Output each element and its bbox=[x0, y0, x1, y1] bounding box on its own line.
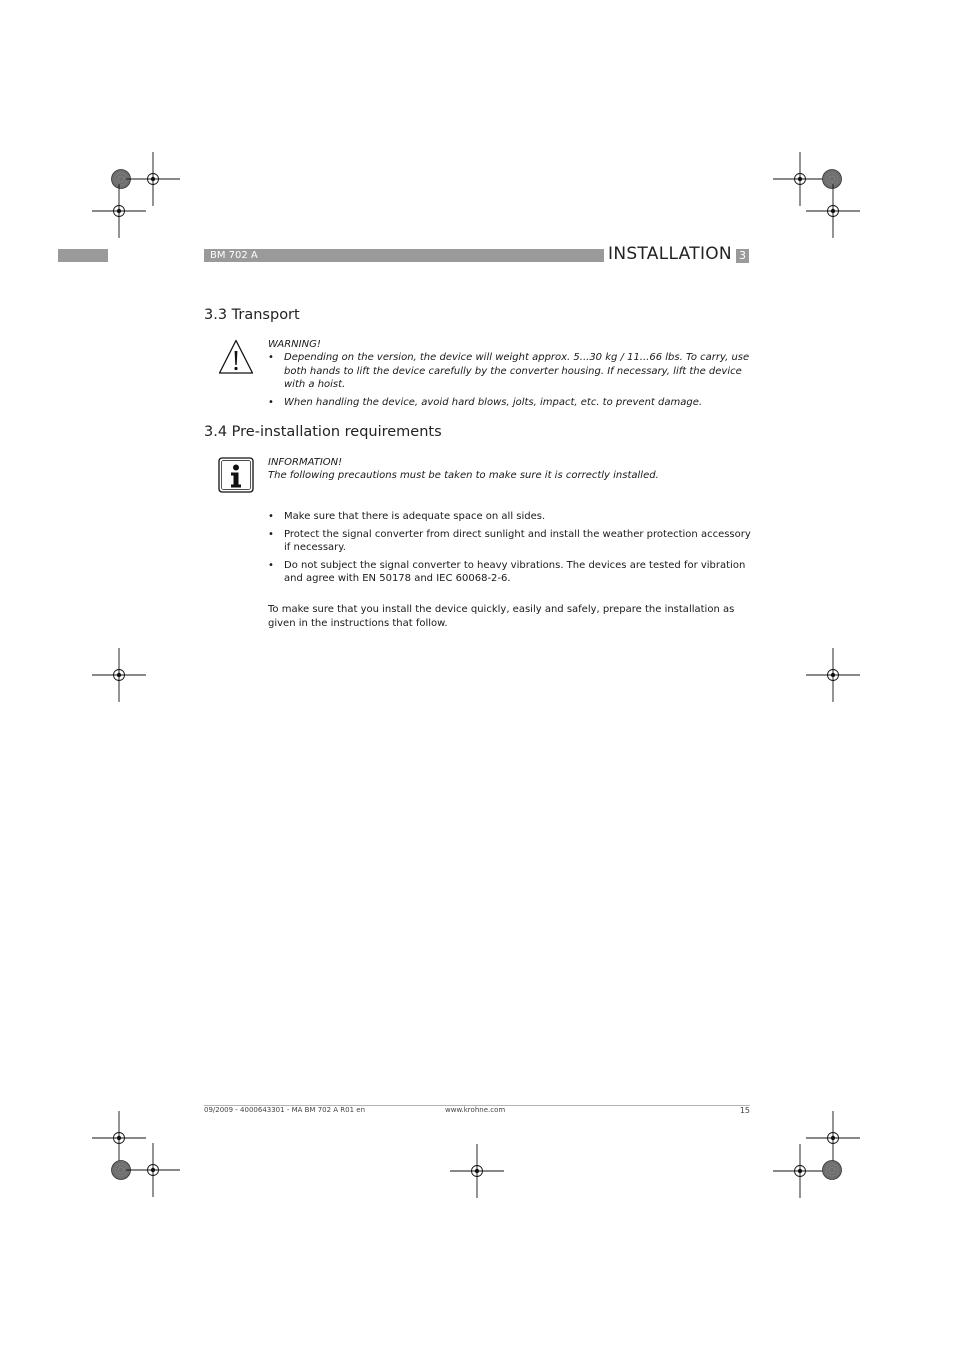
closing-paragraph: To make sure that you install the device quickly, easily and safely, prepare the installation as given in the instructions that follow. bbox=[268, 604, 735, 629]
requirement-item: • Do not subject the signal converter to heavy vibrations. The devices are tested for vibration and agree with EN 50178 and IEC 60068-2-6. bbox=[268, 559, 752, 586]
header-left-bar bbox=[58, 249, 108, 262]
footer-page-number: 15 bbox=[739, 1106, 750, 1115]
warning-item: • Depending on the version, the device will weight approx. 5...30 kg / 11...66 lbs. To carry, use both hands to lift the device carefully by the converter housing. If necessary, lift the device with a hoist. bbox=[268, 351, 752, 392]
registration-cross-mark bbox=[773, 1144, 827, 1198]
chapter-number-badge: 3 bbox=[736, 249, 749, 263]
warning-title: WARNING! bbox=[268, 339, 321, 350]
information-text: The following precautions must be taken to make sure it is correctly installed. bbox=[268, 470, 659, 481]
requirement-item: • Make sure that there is adequate space on all sides. bbox=[268, 510, 752, 524]
registration-cross-mark bbox=[126, 152, 180, 206]
footer-website-link[interactable]: www.krohne.com bbox=[445, 1106, 506, 1114]
registration-cross-mark bbox=[92, 1111, 146, 1165]
registration-cross-mark bbox=[92, 648, 146, 702]
registration-cross-mark bbox=[806, 1111, 860, 1165]
color-calibration-mark bbox=[823, 1161, 842, 1180]
registration-cross-mark bbox=[806, 184, 860, 238]
header-product-name: BM 702 A bbox=[210, 250, 258, 261]
registration-cross-mark bbox=[92, 184, 146, 238]
header-bar bbox=[204, 249, 604, 262]
chapter-title: INSTALLATION bbox=[608, 244, 732, 264]
requirement-item: • Protect the signal converter from direct sunlight and install the weather protection accessory if necessary. bbox=[268, 528, 752, 555]
warning-item: • When handling the device, avoid hard blows, jolts, impact, etc. to prevent damage. bbox=[268, 396, 752, 410]
information-icon bbox=[218, 457, 254, 493]
information-title: INFORMATION! bbox=[268, 457, 343, 468]
warning-list bbox=[268, 351, 752, 413]
section-heading-transport: 3.3 Transport bbox=[204, 307, 300, 323]
footer-document-reference: 09/2009 - 4000643301 - MA BM 702 A R01 en bbox=[204, 1106, 366, 1114]
registration-cross-mark bbox=[126, 1143, 180, 1197]
requirements-list bbox=[268, 510, 752, 590]
registration-cross-mark bbox=[773, 152, 827, 206]
registration-cross-mark bbox=[806, 648, 860, 702]
registration-cross-mark bbox=[450, 1144, 504, 1198]
color-calibration-mark bbox=[823, 170, 842, 189]
section-heading-preinstallation: 3.4 Pre-installation requirements bbox=[204, 424, 442, 440]
warning-triangle-icon bbox=[218, 339, 254, 375]
